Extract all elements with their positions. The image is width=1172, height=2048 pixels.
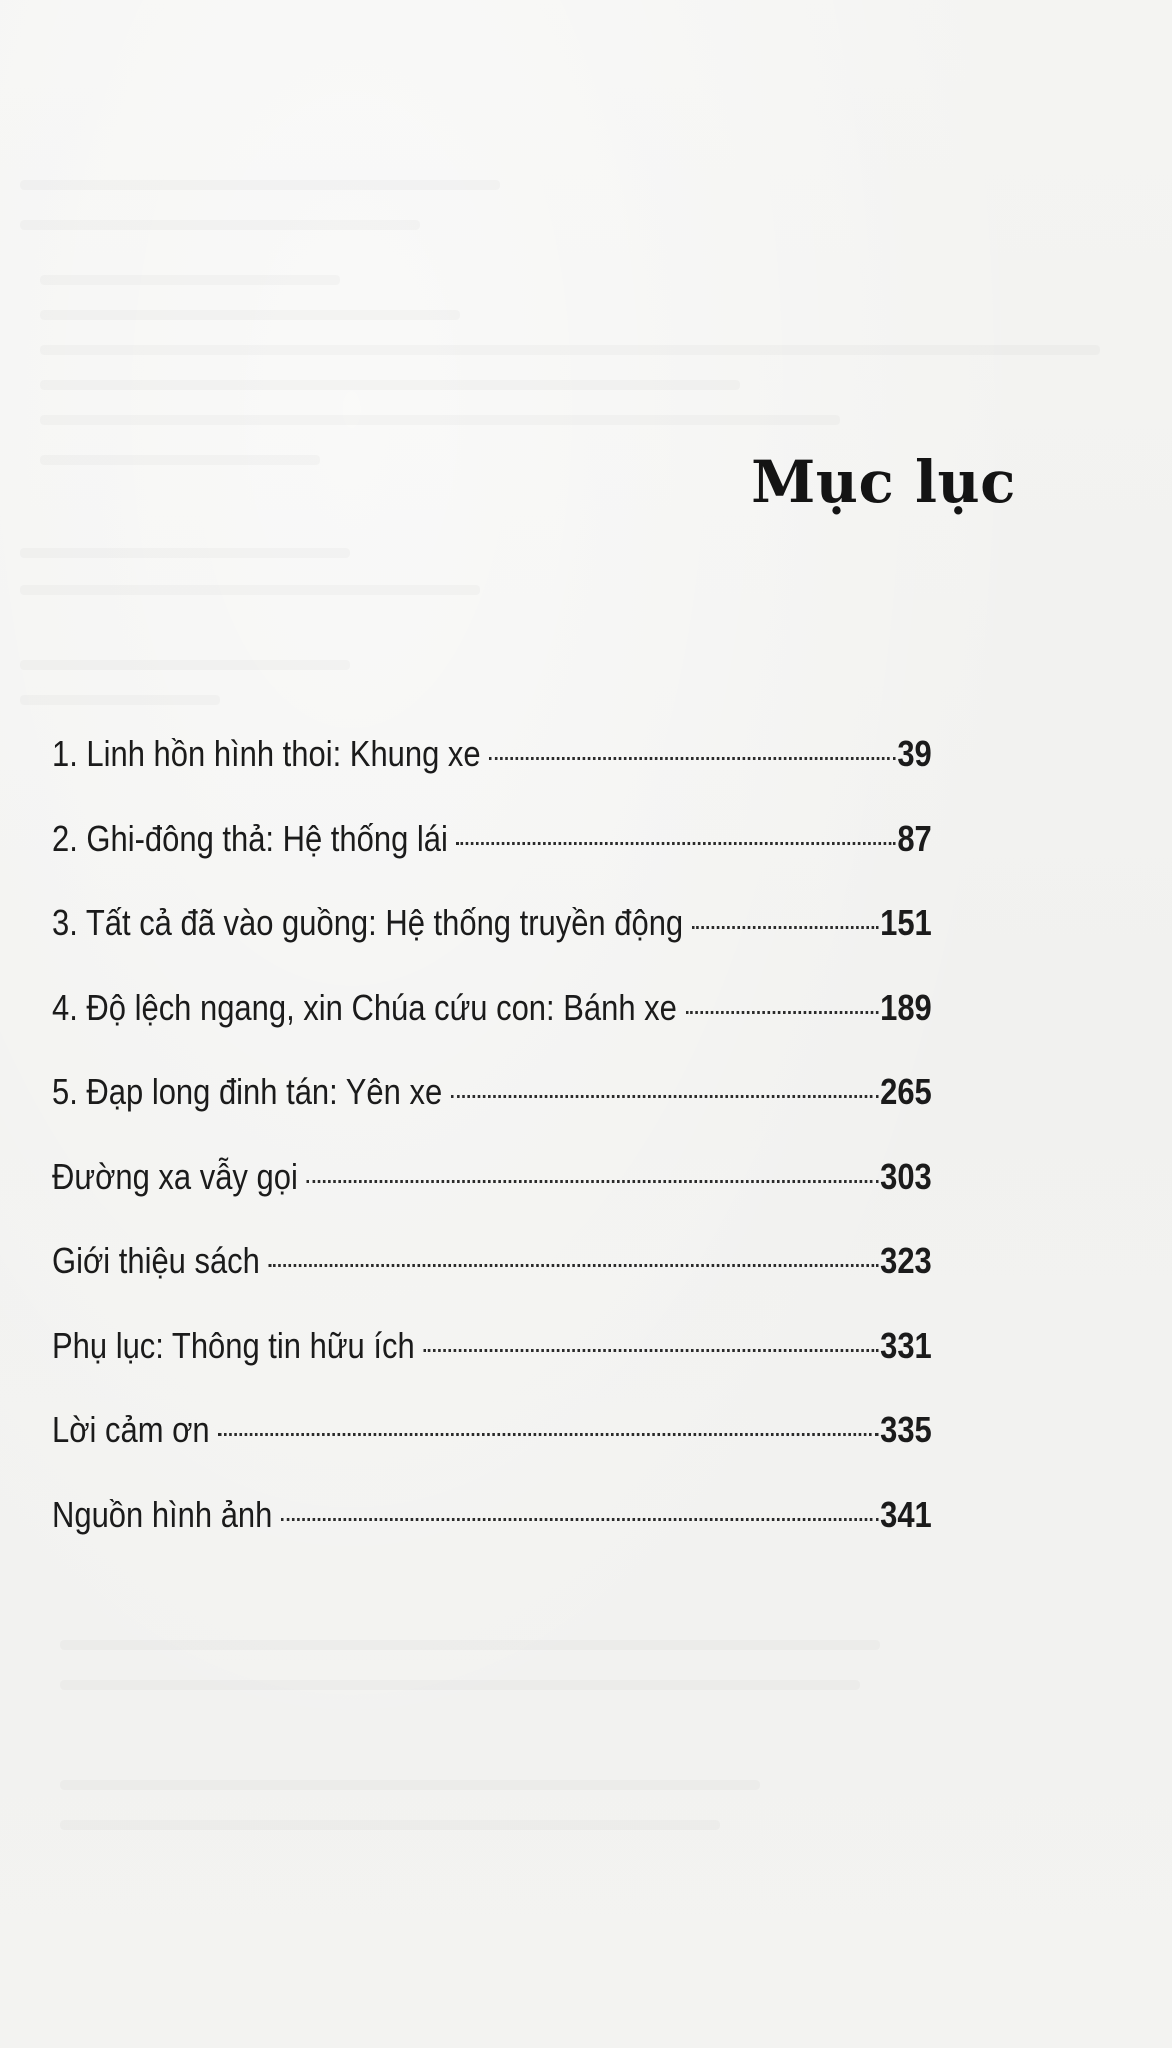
toc-entry-label: 2. Ghi-đông thả: Hệ thống lái — [52, 817, 448, 859]
toc-entry-page: 303 — [880, 1155, 932, 1197]
toc-dot-leader — [281, 1518, 878, 1521]
toc-entry — [52, 987, 932, 1072]
toc-entry — [52, 1071, 932, 1156]
toc-entry-label: 4. Độ lệch ngang, xin Chúa cứu con: Bánh xe — [52, 986, 677, 1028]
bleed-through-texture — [60, 1780, 760, 1790]
bleed-through-texture — [40, 415, 840, 425]
toc-dot-leader — [456, 842, 895, 845]
bleed-through-texture — [20, 660, 350, 670]
toc-entry-label: Nguồn hình ảnh — [52, 1493, 273, 1535]
bleed-through-texture — [20, 585, 480, 595]
toc-entry-label: Lời cảm ơn — [52, 1409, 210, 1450]
bleed-through-texture — [20, 180, 500, 190]
toc-entry-page: 265 — [880, 1071, 932, 1112]
toc-dot-leader — [218, 1433, 878, 1436]
toc-entry-page: 341 — [880, 1493, 932, 1535]
bleed-through-texture — [20, 548, 350, 558]
toc-dot-leader — [489, 757, 895, 760]
bleed-through-texture — [60, 1820, 720, 1830]
bleed-through-texture — [40, 275, 340, 285]
toc-entry-page: 335 — [880, 1409, 932, 1450]
toc-entry-page: 331 — [880, 1324, 932, 1366]
toc-entry-page: 39 — [897, 733, 932, 774]
toc-entry — [52, 1494, 932, 1579]
toc-entry — [52, 818, 932, 903]
toc-entry-page: 189 — [880, 986, 932, 1028]
toc-entry-page: 151 — [880, 902, 932, 943]
toc-dot-leader — [306, 1180, 878, 1183]
toc-dot-leader — [685, 1011, 878, 1014]
toc-dot-leader — [692, 926, 879, 929]
bleed-through-texture — [60, 1640, 880, 1650]
toc-entry — [52, 902, 932, 987]
toc-entry — [52, 1325, 932, 1410]
toc-entry-page: 323 — [880, 1240, 932, 1281]
toc-entry-label: Giới thiệu sách — [52, 1240, 260, 1281]
bleed-through-texture — [40, 310, 460, 320]
bleed-through-texture — [20, 220, 420, 230]
toc-entry-label: Đường xa vẫy gọi — [52, 1155, 298, 1197]
table-of-contents — [52, 733, 932, 1578]
toc-entry-label: 5. Đạp long đinh tán: Yên xe — [52, 1071, 443, 1112]
toc-entry — [52, 1409, 932, 1494]
page-title: Mục lục — [751, 448, 1016, 516]
bleed-through-texture — [60, 1680, 860, 1690]
toc-entry — [52, 1156, 932, 1241]
toc-entry-label: 1. Linh hồn hình thoi: Khung xe — [52, 733, 481, 774]
toc-entry-label: Phụ lục: Thông tin hữu ích — [52, 1324, 415, 1366]
bleed-through-texture — [40, 455, 320, 465]
toc-dot-leader — [423, 1349, 878, 1352]
toc-entry-page: 87 — [897, 817, 932, 859]
bleed-through-texture — [40, 345, 1100, 355]
toc-dot-leader — [268, 1264, 878, 1267]
toc-entry — [52, 733, 932, 818]
toc-dot-leader — [451, 1095, 879, 1098]
toc-entry-label: 3. Tất cả đã vào guồng: Hệ thống truyền động — [52, 902, 684, 943]
bleed-through-texture — [20, 695, 220, 705]
toc-entry — [52, 1240, 932, 1325]
bleed-through-texture — [40, 380, 740, 390]
